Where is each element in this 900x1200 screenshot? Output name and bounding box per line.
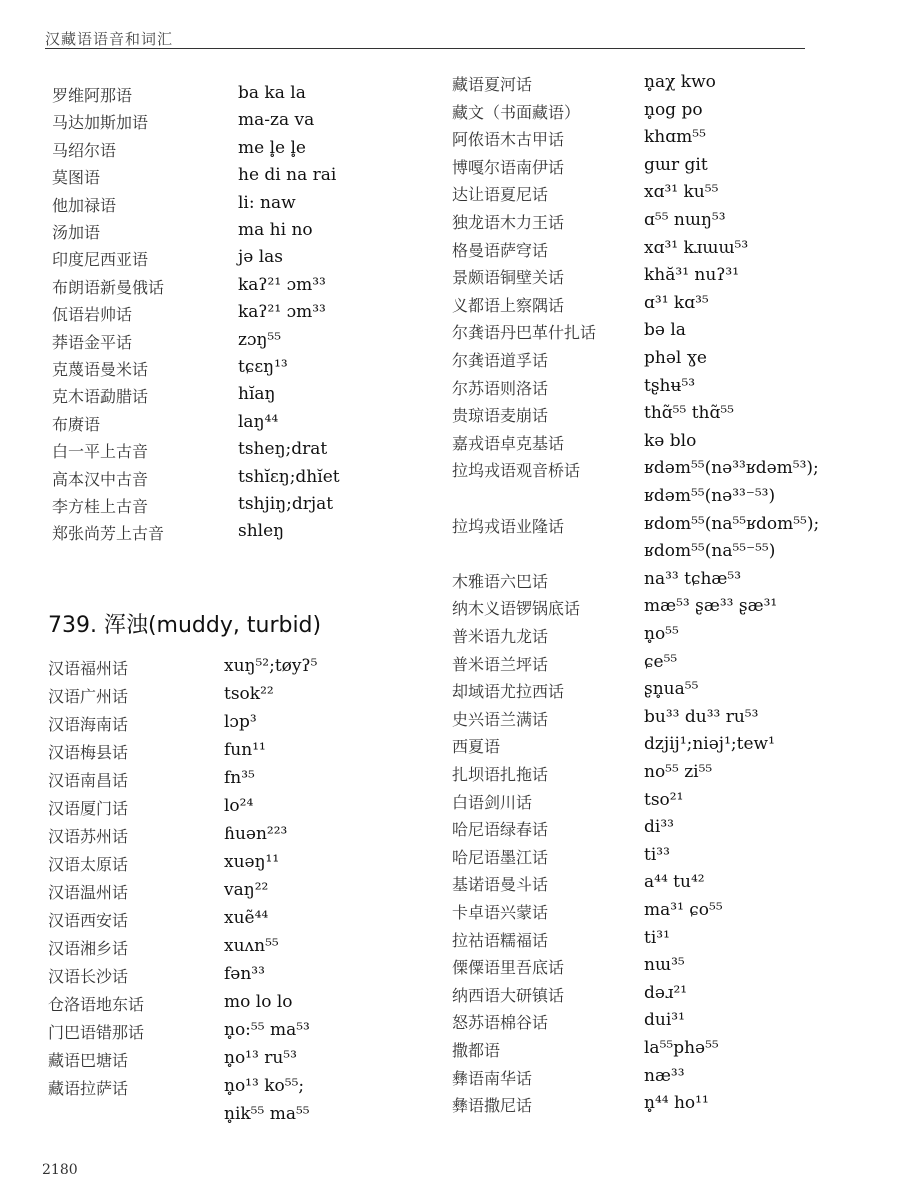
section-title: 739. 浑浊(muddy, turbid) [48, 613, 322, 638]
word-form: hĭaŋ [238, 384, 276, 405]
word-form: xɑ³¹ ku⁵⁵ [644, 182, 719, 203]
language-name: 贵琼语麦崩话 [452, 406, 549, 426]
word-form: thɑ̃⁵⁵ thɑ̃⁵⁵ [644, 403, 734, 424]
language-name: 基诺语曼斗话 [452, 875, 549, 895]
word-form: khă³¹ nuʔ³¹ [644, 265, 740, 286]
language-name: 汉语苏州话 [48, 827, 129, 846]
language-name: 藏语夏河话 [452, 75, 533, 94]
language-name: 义都语上察隅话 [452, 295, 565, 315]
header-rule [45, 48, 805, 49]
word-form: fun¹¹ [224, 740, 266, 760]
word-form: ti³³ [644, 844, 670, 865]
language-name: 莽语金平话 [52, 332, 133, 352]
page-number: 2180 [42, 1162, 78, 1178]
word-form: ɦuən²²³ [224, 824, 288, 844]
word-form: ɑ⁵⁵ nɯŋ⁵³ [644, 210, 726, 230]
language-name: 达让语夏尼话 [452, 185, 549, 205]
language-name: 门巴语错那话 [48, 1023, 145, 1042]
word-form: jə las [238, 247, 284, 268]
language-name: 景颇语铜壁关话 [452, 268, 565, 288]
word-form: ma³¹ ɕo⁵⁵ [644, 900, 723, 920]
language-name: 他加禄语 [52, 195, 117, 215]
word-form: kaʔ²¹ ɔm³³ [238, 302, 326, 323]
language-name: 彝语撒尼话 [452, 1096, 533, 1116]
word-form: mæ⁵³ ʂæ³³ ʂæ³¹ [644, 596, 778, 617]
language-name: 汤加语 [52, 223, 101, 242]
word-form: tɕɛŋ¹³ [238, 357, 288, 377]
language-name: 马达加斯加语 [52, 113, 149, 133]
word-form: di³³ [644, 817, 674, 838]
word-form: dui³¹ [644, 1010, 685, 1031]
language-name: 克蔑语曼米话 [52, 360, 149, 379]
word-form: bu³³ du³³ ru⁵³ [644, 706, 759, 727]
word-form: ɑ³¹ kɑ³⁵ [644, 292, 709, 313]
word-form: zɔŋ⁵⁵ [238, 329, 282, 350]
language-name: 傈僳语里吾底话 [452, 958, 565, 978]
word-form: dzjij¹;niəj¹;tew¹ [644, 734, 775, 755]
word-form: gɯr git [644, 154, 708, 175]
word-form: n̥o:⁵⁵ ma⁵³ [224, 1020, 310, 1040]
word-form: laŋ⁴⁴ [238, 411, 279, 432]
language-name: 马绍尔语 [52, 140, 117, 160]
word-form: lo²⁴ [224, 796, 254, 816]
language-name: 佤语岩帅话 [52, 305, 133, 325]
language-name: 李方桂上古音 [52, 497, 149, 516]
language-name: 博嘎尔语南伊话 [452, 157, 565, 177]
language-name: 汉语福州话 [48, 659, 129, 678]
language-name: 哈尼语绿春话 [452, 820, 549, 840]
language-name: 莫图语 [52, 168, 101, 188]
word-form: xuʌn⁵⁵ [224, 936, 279, 956]
word-form: xɑ³¹ kɹɯɯ⁵³ [644, 237, 749, 258]
language-name: 西夏语 [452, 737, 501, 757]
language-name: 藏语拉萨话 [48, 1079, 129, 1098]
language-name: 拉坞戎语业隆话 [452, 516, 565, 536]
word-form: n̥o¹³ ru⁵³ [224, 1048, 297, 1068]
language-name: 阿侬语木古甲话 [452, 130, 565, 150]
language-name: 却域语尤拉西话 [452, 682, 565, 702]
word-form: n̥⁴⁴ ho¹¹ [644, 1093, 709, 1114]
word-form: n̥o¹³ ko⁵⁵; [224, 1076, 305, 1096]
word-form: dəɹ²¹ [644, 982, 688, 1003]
word-form: phəl ɣe [644, 348, 707, 368]
language-name: 汉语湘乡话 [48, 939, 129, 958]
word-form: lɔp³ [224, 712, 257, 732]
word-form: mo lo lo [224, 992, 293, 1012]
language-name: 高本汉中古音 [52, 469, 149, 489]
language-name: 拉坞戎语观音桥话 [452, 461, 581, 481]
language-name: 汉语长沙话 [48, 967, 129, 986]
language-name: 独龙语木力王话 [452, 213, 565, 232]
language-name: 郑张尚芳上古音 [52, 524, 165, 544]
word-form: ba ka la [238, 83, 306, 103]
word-form: kə blo [644, 430, 697, 451]
language-name: 汉语太原话 [48, 855, 129, 874]
word-form: ti³¹ [644, 927, 670, 948]
language-name: 罗维阿那语 [52, 86, 133, 105]
language-name: 尔龚语道孚话 [452, 351, 549, 370]
word-form: n̥og po [644, 99, 703, 120]
word-form: tshjiŋ;drjat [238, 494, 334, 514]
language-name: 汉语广州话 [48, 687, 129, 706]
word-form: vaŋ²² [224, 880, 269, 900]
word-form: ʁdəm⁵⁵(nə³³ʁdəm⁵³); [644, 458, 819, 479]
language-name: 汉语南昌话 [48, 771, 129, 790]
word-form: næ³³ [644, 1065, 685, 1086]
word-form: xuẽ⁴⁴ [224, 908, 269, 928]
language-name: 印度尼西亚语 [52, 250, 149, 270]
language-name: 白一平上古音 [52, 442, 149, 462]
word-form: a⁴⁴ tu⁴² [644, 872, 705, 893]
language-name: 仓洛语地东话 [48, 995, 145, 1014]
word-form: ʁdom⁵⁵(na⁵⁵ʁdom⁵⁵); [644, 513, 820, 534]
language-name: 拉祜语糯福话 [452, 930, 549, 950]
language-name: 克木语勐腊话 [52, 387, 149, 407]
language-name: 纳西语大研镇话 [452, 985, 565, 1005]
word-form: n̥o⁵⁵ [644, 624, 679, 644]
word-form: fn³⁵ [224, 768, 255, 788]
language-name: 彝语南华话 [452, 1068, 533, 1088]
word-form: ma-za va [238, 110, 315, 131]
word-form: n̥ik⁵⁵ ma⁵⁵ [224, 1104, 310, 1124]
word-form: fən³³ [224, 964, 265, 984]
language-name: 藏文（书面藏语） [452, 102, 581, 122]
word-form: tso²¹ [644, 789, 684, 810]
word-form: kaʔ²¹ ɔm³³ [238, 274, 326, 295]
word-form: ʂn̥ua⁵⁵ [644, 679, 699, 700]
word-form: ɕe⁵⁵ [644, 651, 678, 672]
word-form: ma hi no [238, 220, 313, 240]
language-name: 卡卓语兴蒙话 [452, 903, 549, 922]
language-name: 汉语海南话 [48, 715, 129, 734]
word-form: xuŋ⁵²;tøyʔ⁵ [224, 656, 318, 676]
running-header: 汉藏语语音和词汇 [45, 30, 174, 48]
language-name: 哈尼语墨江话 [452, 847, 549, 867]
word-form: tsheŋ;drat [238, 439, 328, 460]
language-name: 怒苏语棉谷话 [452, 1013, 549, 1033]
language-name: 格曼语萨穹话 [452, 240, 549, 260]
word-form: bə la [644, 320, 686, 341]
language-name: 嘉戎语卓克基话 [452, 433, 565, 453]
language-name: 扎坝语扎拖话 [452, 765, 549, 784]
language-name: 纳木义语锣锅底话 [452, 599, 581, 619]
language-name: 白语剑川话 [452, 792, 533, 812]
language-name: 藏语巴塘话 [48, 1051, 129, 1070]
language-name: 撒都语 [452, 1041, 501, 1060]
word-form: xuəŋ¹¹ [224, 852, 280, 872]
word-form: la⁵⁵phə⁵⁵ [644, 1038, 719, 1058]
language-name: 史兴语兰满话 [452, 709, 549, 729]
word-form: n̥aχ kwo [644, 72, 716, 92]
language-name: 布朗语新曼俄话 [52, 277, 165, 297]
language-name: 普米语九龙话 [452, 627, 549, 646]
word-form: ʁdəm⁵⁵(nə³³⁻⁵³) [644, 486, 776, 506]
language-name: 汉语西安话 [48, 911, 129, 930]
word-form: me l̥e l̥e [238, 137, 306, 158]
word-form: khɑm⁵⁵ [644, 127, 706, 148]
language-name: 尔苏语则洛话 [452, 378, 549, 398]
word-form: shleŋ [238, 521, 285, 542]
word-form: na³³ tɕhæ⁵³ [644, 568, 742, 589]
word-form: he di na rai [238, 165, 337, 186]
language-name: 汉语梅县话 [48, 743, 129, 762]
word-form: ʁdom⁵⁵(na⁵⁵⁻⁵⁵) [644, 541, 776, 562]
language-name: 木雅语六巴话 [452, 571, 549, 591]
word-form: li: naw [238, 192, 296, 213]
word-form: no⁵⁵ zi⁵⁵ [644, 762, 713, 782]
language-name: 尔龚语丹巴革什扎话 [452, 323, 597, 343]
language-name: 汉语厦门话 [48, 799, 129, 818]
word-form: tʂhʉ⁵³ [644, 375, 696, 396]
language-name: 布赓语 [52, 414, 101, 434]
word-form: tshĭɛŋ;dhĭet [238, 466, 340, 487]
word-form: tsok²² [224, 684, 274, 704]
language-name: 普米语兰坪话 [452, 654, 549, 674]
language-name: 汉语温州话 [48, 883, 129, 902]
word-form: nɯ³⁵ [644, 955, 685, 976]
